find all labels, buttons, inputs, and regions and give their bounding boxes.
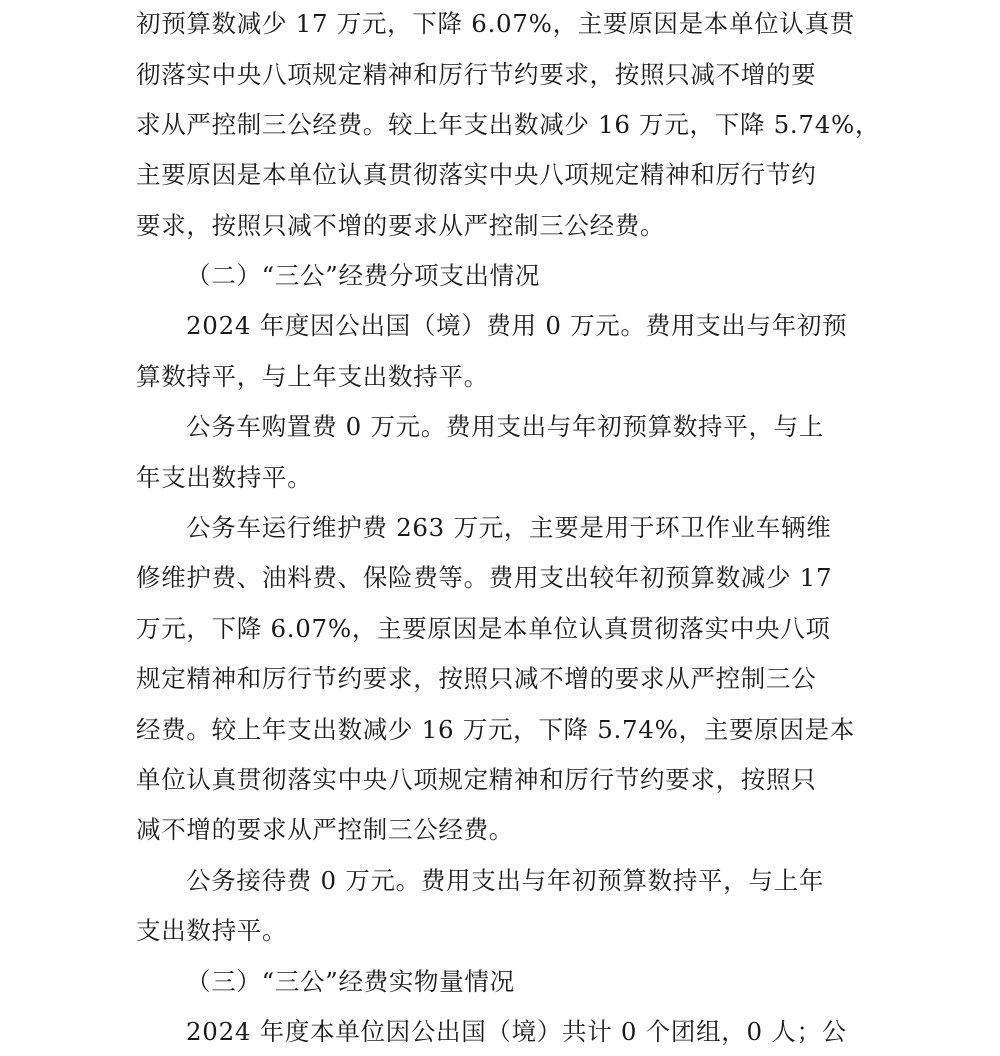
text-line: 单位认真贯彻落实中央八项规定精神和厉行节约要求，按照只 — [136, 765, 817, 794]
text-line: 规定精神和厉行节约要求，按照只减不增的要求从严控制三公 — [136, 664, 817, 693]
paragraph-start: 2024 年度因公出国（境）费用 0 万元。费用支出与年初预 — [186, 311, 848, 340]
paragraph-start: 公务车运行维护费 263 万元，主要是用于环卫作业车辆维 — [186, 513, 832, 542]
text-line: 求从严控制三公经费。较上年支出数减少 16 万元，下降 5.74%， — [136, 110, 881, 139]
text-line: 年支出数持平。 — [136, 463, 313, 492]
text-line: 要求，按照只减不增的要求从严控制三公经费。 — [136, 211, 666, 240]
paragraph-start: 公务接待费 0 万元。费用支出与年初预算数持平，与上年 — [186, 866, 825, 895]
paragraph-start: 公务车购置费 0 万元。费用支出与年初预算数持平，与上 — [186, 412, 825, 441]
text-line: 支出数持平。 — [136, 916, 288, 945]
text-line: 主要原因是本单位认真贯彻落实中央八项规定精神和厉行节约 — [136, 160, 817, 189]
section-heading: （三）“三公”经费实物量情况 — [186, 967, 515, 996]
text-line: 万元，下降 6.07%，主要原因是本单位认真贯彻落实中央八项 — [136, 614, 831, 643]
text-line: 初预算数减少 17 万元，下降 6.07%，主要原因是本单位认真贯 — [136, 9, 855, 38]
text-line: 经费。较上年支出数减少 16 万元，下降 5.74%，主要原因是本 — [136, 715, 855, 744]
section-heading: （二）“三公”经费分项支出情况 — [186, 261, 541, 290]
text-line: 彻落实中央八项规定精神和厉行节约要求，按照只减不增的要 — [136, 60, 817, 89]
text-line: 修维护费、油料费、保险费等。费用支出较年初预算数减少 17 — [136, 563, 833, 592]
text-line: 算数持平，与上年支出数持平。 — [136, 362, 489, 391]
paragraph-start: 2024 年度本单位因公出国（境）共计 0 个团组，0 人；公 — [186, 1017, 847, 1046]
text-line: 减不增的要求从严控制三公经费。 — [136, 815, 514, 844]
